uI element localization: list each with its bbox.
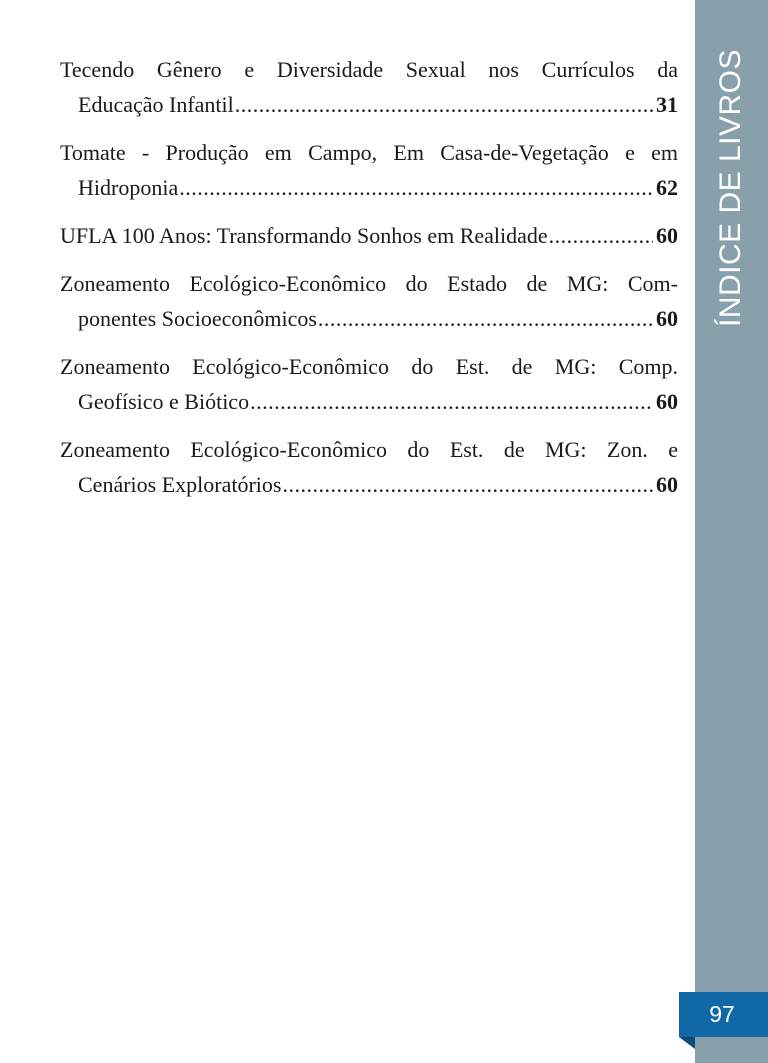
entry-page-number: 62 [656, 175, 678, 200]
entry-page-number: 60 [656, 306, 678, 331]
dot-leader [282, 467, 653, 502]
entry-title-line-1: Tomate - Produção em Campo, Em Casa-de-Vegetação e em [60, 140, 678, 165]
entry-title-line-1: Zoneamento Ecológico-Econômico do Est. de MG: Zon. e [60, 437, 678, 462]
side-tab-title-container [695, 0, 768, 340]
entry-title-continuation: Cenários Exploratórios [78, 472, 282, 497]
dot-leader [179, 170, 653, 205]
entry-title: UFLA 100 Anos: Transformando Sonhos em Realidade [60, 223, 548, 248]
index-entry[interactable] [60, 52, 678, 122]
entry-title-line [60, 218, 678, 253]
entry-title-line-2 [60, 87, 678, 122]
dot-leader [549, 218, 653, 253]
entry-page-number: 60 [656, 389, 678, 414]
entry-page-number: 60 [656, 472, 678, 497]
dot-leader [318, 301, 653, 336]
entry-title-line-2 [60, 384, 678, 419]
entry-title-line-2 [60, 467, 678, 502]
entry-title-line-2 [60, 301, 678, 336]
index-entry[interactable] [60, 432, 678, 502]
entry-title-line-1: Zoneamento Ecológico-Econômico do Estado de MG: Com- [60, 271, 678, 296]
entry-title-line-1: Zoneamento Ecológico-Econômico do Est. de MG: Comp. [60, 354, 678, 379]
entry-title-continuation: Geofísico e Biótico [78, 389, 250, 414]
dot-leader [250, 384, 653, 419]
entry-title-continuation: ponentes Socioeconômicos [78, 306, 317, 331]
index-entry[interactable] [60, 218, 678, 253]
page-number-fold [679, 1037, 695, 1049]
page-number-box [679, 992, 768, 1037]
entry-title-line-2 [60, 170, 678, 205]
index-entry[interactable] [60, 135, 678, 205]
side-tab-title: ÍNDICE DE LIVROS [714, 48, 748, 327]
dot-leader [235, 87, 653, 122]
book-index-list [60, 52, 678, 515]
entry-title-continuation: Hidroponia [78, 175, 179, 200]
index-entry[interactable] [60, 349, 678, 419]
entry-title-line-1: Tecendo Gênero e Diversidade Sexual nos Currículos da [60, 57, 678, 82]
entry-page-number: 31 [656, 92, 678, 117]
entry-title-continuation: Educação Infantil [78, 92, 234, 117]
index-entry[interactable] [60, 266, 678, 336]
entry-page-number: 60 [656, 223, 678, 248]
page-number: 97 [709, 1001, 735, 1027]
